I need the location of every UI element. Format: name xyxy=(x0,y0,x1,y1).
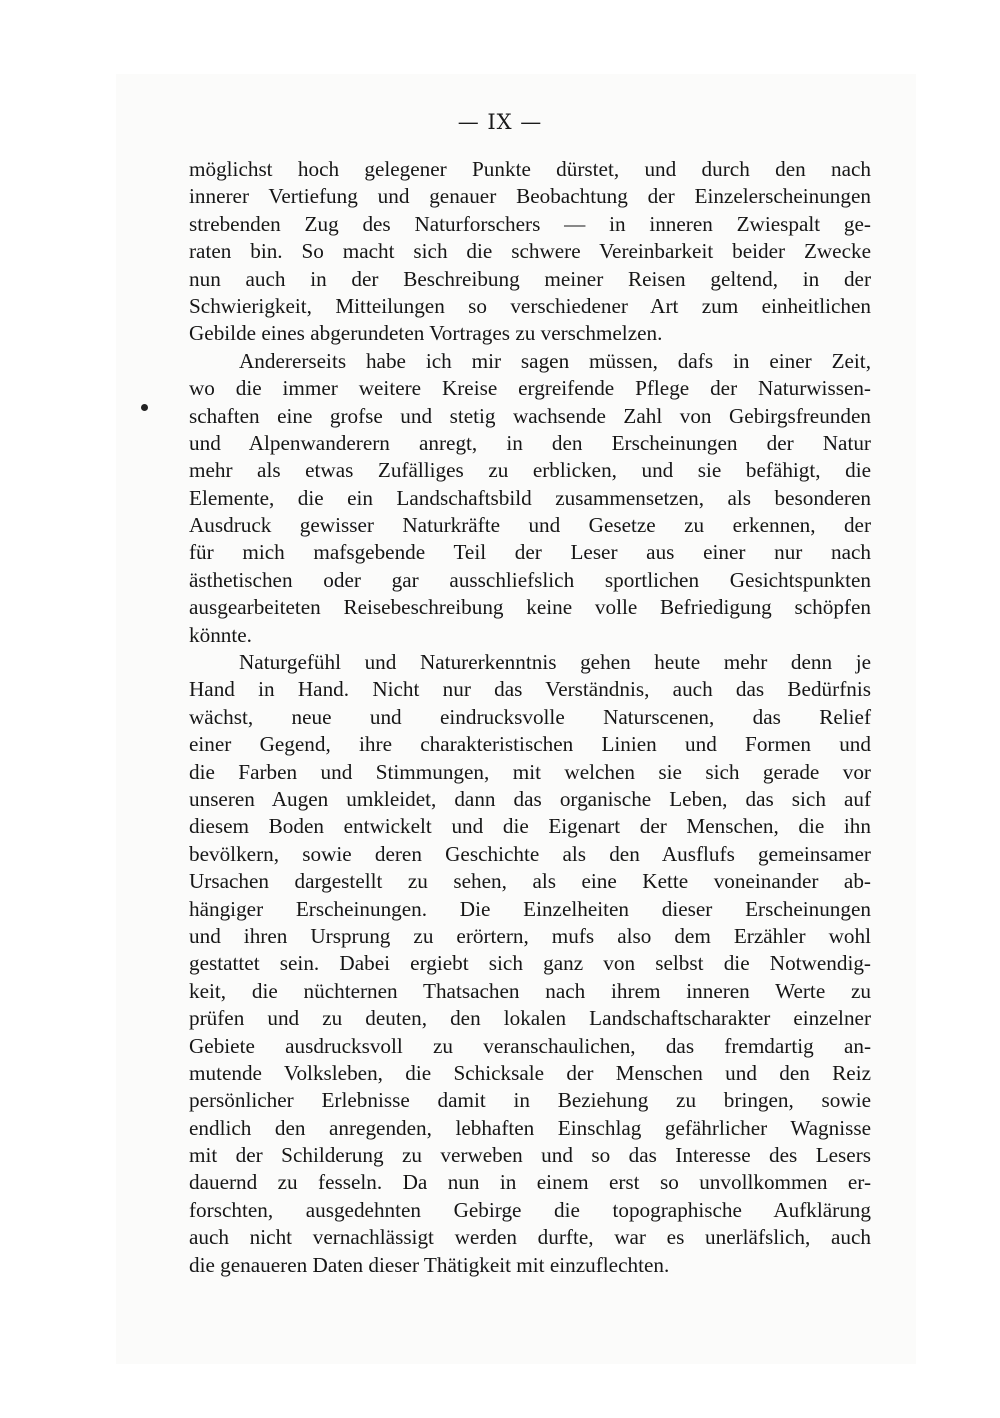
text-line: Gebiete ausdrucksvoll zu veranschaulichen, das fremdartig an- xyxy=(189,1033,871,1058)
text-line: mehr als etwas Zufälliges zu erblicken, und sie befähigt, die xyxy=(189,458,871,483)
text-line: dauernd zu fesseln. Da nun in einem erst so unvollkommen er- xyxy=(189,1170,871,1195)
text-line: Ausdruck gewisser Naturkräfte und Gesetze zu erkennen, der xyxy=(189,513,871,538)
paragraph-3 xyxy=(189,649,871,1279)
text-line: Hand in Hand. Nicht nur das Verständnis, auch das Bedürfnis xyxy=(189,677,871,702)
text-line: wo die immer weitere Kreise ergreifende Pflege der Naturwissen- xyxy=(189,376,871,401)
text-line: ästhetischen oder gar ausschliefslich sportlichen Gesichtspunkten xyxy=(189,567,871,592)
paragraph-1 xyxy=(189,156,871,348)
text-line: Schwierigkeit, Mitteilungen so verschiedener Art zum einheitlichen xyxy=(189,293,871,318)
text-line: könnte. xyxy=(189,622,252,647)
text-line: und ihren Ursprung zu erörtern, mufs also dem Erzähler wohl xyxy=(189,923,871,948)
text-line: innerer Vertiefung und genauer Beobachtung der Einzelerscheinungen xyxy=(189,184,871,209)
text-line: unseren Augen umkleidet, dann das organische Leben, das sich auf xyxy=(189,786,871,811)
paragraph-2 xyxy=(189,348,871,649)
margin-dot xyxy=(141,404,148,411)
text-line: keit, die nüchternen Thatsachen nach ihrem inneren Werte zu xyxy=(189,978,871,1003)
text-line: Elemente, die ein Landschaftsbild zusammensetzen, als besonderen xyxy=(189,485,871,510)
text-line: strebenden Zug des Naturforschers — in inneren Zwiespalt ge- xyxy=(189,211,871,236)
text-line: endlich den anregenden, lebhaften Einschlag gefährlicher Wagnisse xyxy=(189,1115,871,1140)
text-line: schaften eine grofse und stetig wachsende Zahl von Gebirgsfreunden xyxy=(189,403,871,428)
text-line: nun auch in der Beschreibung meiner Reisen geltend, in der xyxy=(189,266,871,291)
text-line: diesem Boden entwickelt und die Eigenart der Menschen, die ihn xyxy=(189,814,871,839)
text-line: auch nicht vernachlässigt werden durfte, war es unerläfslich, auch xyxy=(189,1225,871,1250)
text-line: ausgearbeiteten Reisebeschreibung keine volle Befriedigung schöpfen xyxy=(189,595,871,620)
body-text xyxy=(189,156,871,1279)
text-line: bevölkern, sowie deren Geschichte als den Ausflufs gemeinsamer xyxy=(189,841,871,866)
text-line: forschten, ausgedehnten Gebirge die topographische Aufklärung xyxy=(189,1197,871,1222)
text-line: Naturgefühl und Naturerkenntnis gehen heute mehr denn je xyxy=(239,650,871,675)
text-line: Andererseits habe ich mir sagen müssen, dafs in einer Zeit, xyxy=(239,348,871,373)
text-line: möglichst hoch gelegener Punkte dürstet, und durch den nach xyxy=(189,157,871,181)
text-line: prüfen und zu deuten, den lokalen Landschaftscharakter einzelner xyxy=(189,1006,871,1031)
text-line: mutende Volksleben, die Schicksale der Menschen und den Reiz xyxy=(189,1060,871,1085)
text-line: raten bin. So macht sich die schwere Vereinbarkeit beider Zwecke xyxy=(189,239,871,264)
text-line: die genaueren Daten dieser Thätigkeit mit einzuflechten. xyxy=(189,1252,670,1277)
text-line: Gebilde eines abgerundeten Vortrages zu verschmelzen. xyxy=(189,321,663,346)
text-line: für mich mafsgebende Teil der Leser aus einer nur nach xyxy=(189,540,871,565)
text-line: und Alpenwanderern anregt, in den Erscheinungen der Natur xyxy=(189,430,871,455)
text-line: einer Gegend, ihre charakteristischen Linien und Formen und xyxy=(189,732,871,757)
page-number: — IX — xyxy=(457,110,543,134)
text-line: mit der Schilderung zu verweben und so das Interesse des Lesers xyxy=(189,1143,871,1168)
text-line: hängiger Erscheinungen. Die Einzelheiten dieser Erscheinungen xyxy=(189,896,871,921)
text-line: wächst, neue und eindrucksvolle Naturscenen, das Relief xyxy=(189,704,871,729)
text-line: die Farben und Stimmungen, mit welchen sie sich gerade vor xyxy=(189,759,871,784)
text-line: Ursachen dargestellt zu sehen, als eine Kette voneinander ab- xyxy=(189,869,871,894)
text-line: persönlicher Erlebnisse damit in Beziehung zu bringen, sowie xyxy=(189,1088,871,1113)
text-line: gestattet sein. Dabei ergiebt sich ganz von selbst die Notwendig- xyxy=(189,951,871,976)
